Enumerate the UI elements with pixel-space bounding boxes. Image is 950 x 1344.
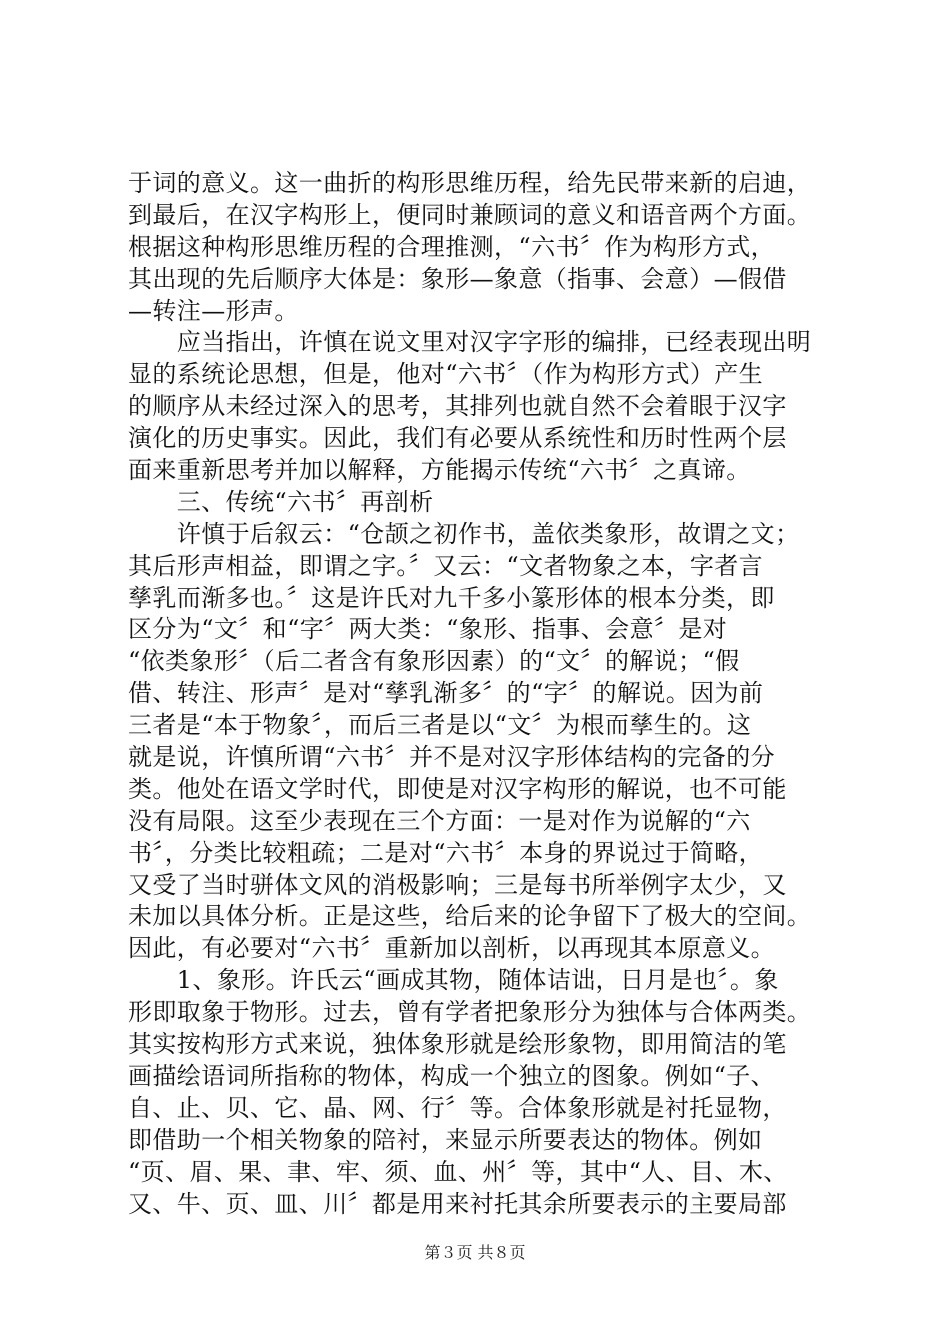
text-line: 形即取象于物形。过去，曾有学者把象形分为独体与合体两类。	[128, 998, 812, 1027]
text-line: 就是说，许慎所谓“六书〞并不是对汉字形体结构的完备的分	[128, 743, 776, 772]
text-line: 借、转注、形声〞是对“孳乳渐多〞的“字〞的解说。因为前	[128, 679, 764, 708]
text-line: 面来重新思考并加以解释，方能揭示传统“六书〞之真谛。	[128, 456, 751, 485]
text-line: 于词的意义。这一曲折的构形思维历程，给先民带来新的启迪，	[128, 169, 812, 197]
text-line: 又、牛、页、皿、川〞都是用来衬托其余所要表示的主要局部	[128, 1189, 787, 1218]
text-line: 画描绘语词所指称的物体，构成一个独立的图象。例如“子、	[128, 1061, 776, 1090]
text-line: 因此，有必要对“六书〞重新加以剖析，以再现其本原意义。	[128, 934, 776, 963]
text-line: 许慎于后叙云：“仓颉之初作书，盖依类象形，故谓之文；	[128, 519, 800, 548]
text-line: 区分为“文〞和“字〞两大类：“象形、指事、会意〞是对	[128, 615, 728, 644]
text-line: 未加以具体分析。正是这些，给后来的论争留下了极大的空间。	[128, 902, 812, 931]
body-text	[128, 168, 834, 1220]
text-line: 自、止、贝、它、晶、网、行〞等。合体象形就是衬托显物，	[128, 1093, 787, 1122]
page-number-footer: 第３页 共８页	[424, 1243, 526, 1262]
text-line: 书〞，分类比较粗疏；二是对“六书〞本身的界说过于简略，	[128, 838, 764, 867]
text-line: 孳乳而渐多也。〞这是许氏对九千多小篆形体的根本分类，即	[128, 583, 775, 612]
text-line: 即借助一个相关物象的陪衬，来显示所要表达的物体。例如	[128, 1125, 763, 1154]
text-line: 根据这种构形思维历程的合理推测，“六书〞作为构形方式，	[128, 232, 776, 261]
text-line: 没有局限。这至少表现在三个方面：一是对作为说解的“六	[128, 806, 751, 835]
text-line: —转注—形声。	[128, 296, 299, 325]
text-line: 其后形声相益，即谓之字。〞又云：“文者物象之本，字者言	[128, 551, 764, 580]
text-line: “依类象形〞（后二者含有象形因素）的“文〞的解说；“假	[128, 647, 740, 676]
text-line: 类。他处在语文学时代，即使是对汉字构形的解说，也不可能	[128, 774, 787, 803]
text-line: 三者是“本于物象〞，而后三者是以“文〞为根而孳生的。这	[128, 711, 752, 740]
section-heading: 三、传统“六书〞再剖析	[128, 487, 434, 516]
text-line: 其出现的先后顺序大体是：象形—象意（指事、会意）—假借	[128, 264, 787, 293]
text-line: 1、象形。许氏云“画成其物，随体诘诎，日月是也〞。象	[128, 966, 779, 995]
text-line: 演化的历史事实。因此，我们有必要从系统性和历时性两个层	[128, 424, 787, 453]
text-line: 显的系统论思想，但是，他对“六书〞（作为构形方式）产生	[128, 360, 764, 389]
text-line: 到最后，在汉字构形上，便同时兼顾词的意义和语音两个方面。	[128, 200, 812, 229]
text-line: “页、眉、果、聿、牢、须、血、州〞等，其中“人、目、木、	[128, 1157, 788, 1186]
text-line: 的顺序从未经过深入的思考，其排列也就自然不会着眼于汉字	[128, 392, 787, 421]
text-line: 其实按构形方式来说，独体象形就是绘形象物，即用简洁的笔	[128, 1030, 787, 1059]
text-line: 应当指出，许慎在说文里对汉字字形的编排，已经表现出明	[128, 328, 812, 357]
text-line: 又受了当时骈体文风的消极影响；三是每书所举例字太少，又	[128, 870, 787, 899]
